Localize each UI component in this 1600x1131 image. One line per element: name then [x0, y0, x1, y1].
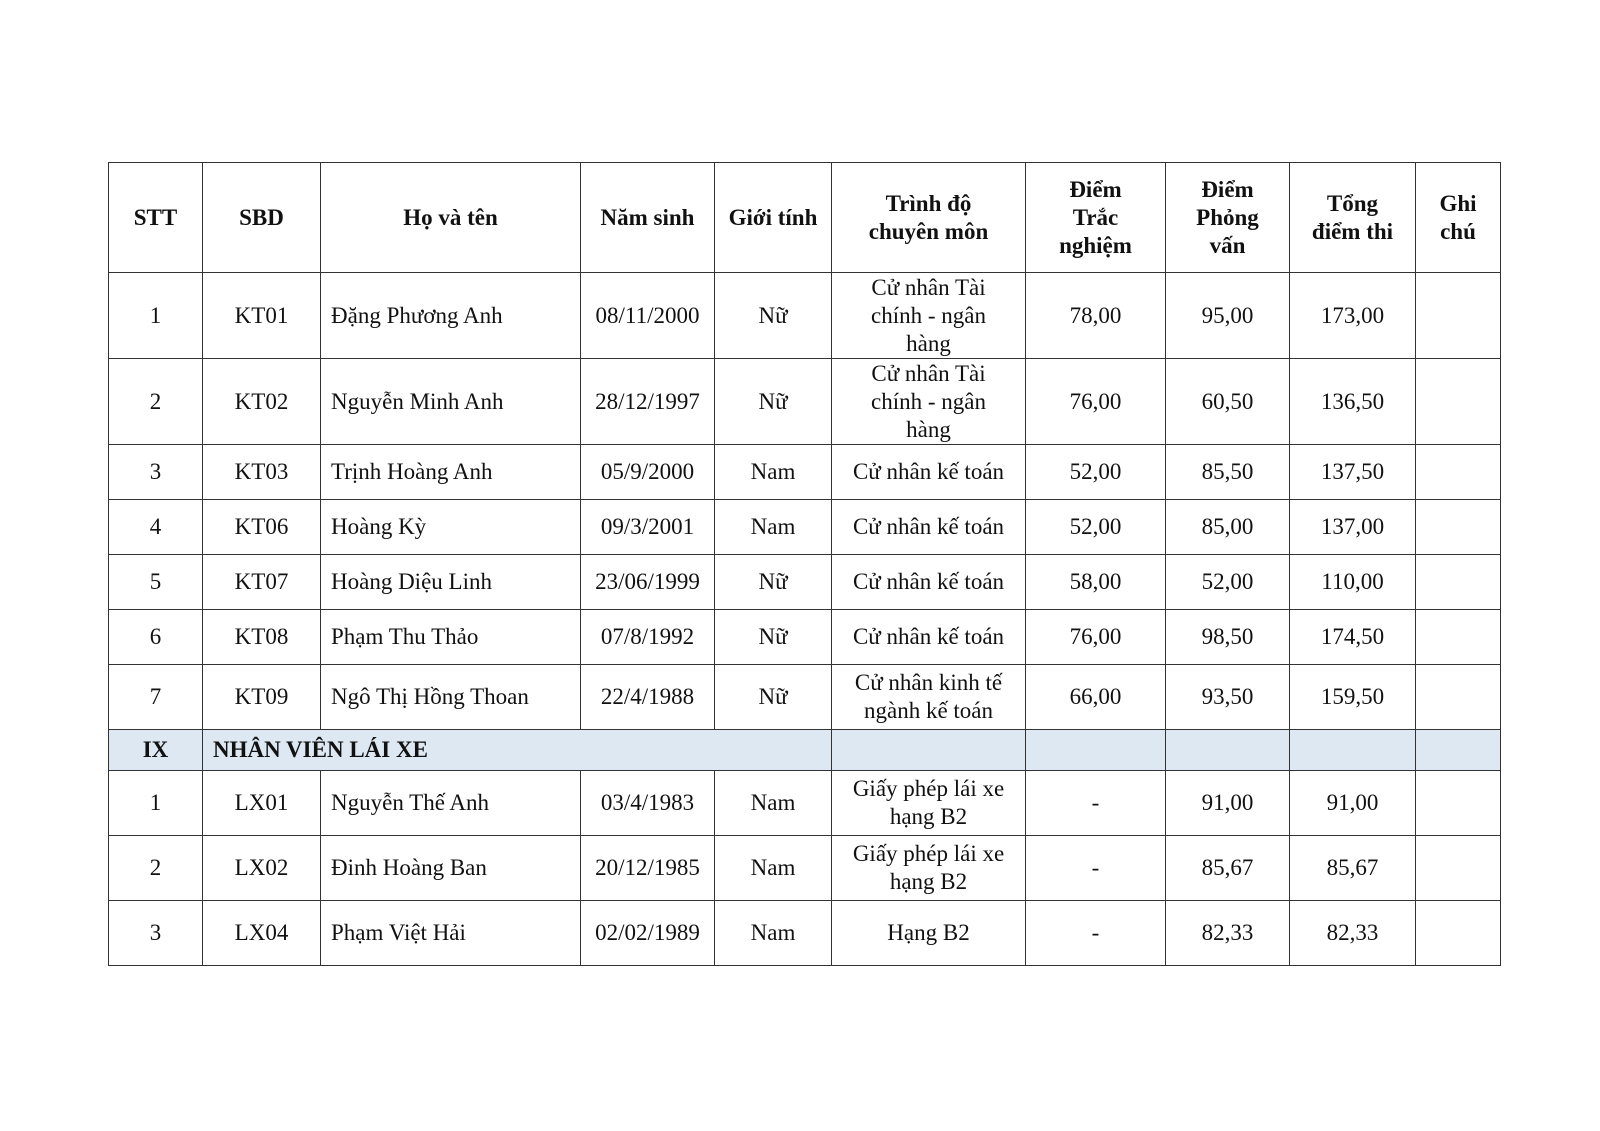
cell-stt: 5 — [109, 555, 203, 610]
cell-note — [1416, 445, 1501, 500]
header-row — [109, 163, 1501, 273]
cell-interview-score: 85,50 — [1166, 445, 1290, 500]
cell-interview-score: 98,50 — [1166, 610, 1290, 665]
table-row — [109, 901, 1501, 966]
cell-stt: 4 — [109, 500, 203, 555]
col-header-sbd: SBD — [203, 163, 321, 273]
col-header-qualification: Trình độ chuyên môn — [832, 163, 1026, 273]
cell-gender: Nam — [715, 836, 832, 901]
col-header-dob: Năm sinh — [581, 163, 715, 273]
cell-dob: 02/02/1989 — [581, 901, 715, 966]
cell-total-score: 85,67 — [1290, 836, 1416, 901]
cell-test-score: 66,00 — [1026, 665, 1166, 730]
cell-total-score: 136,50 — [1290, 359, 1416, 445]
cell-total-score: 173,00 — [1290, 273, 1416, 359]
cell-gender: Nam — [715, 500, 832, 555]
cell-gender: Nữ — [715, 555, 832, 610]
cell-test-score: 76,00 — [1026, 610, 1166, 665]
cell-dob: 05/9/2000 — [581, 445, 715, 500]
cell-stt: 2 — [109, 836, 203, 901]
cell-qualification: Cử nhân Tài chính - ngân hàng — [832, 273, 1026, 359]
cell-test-score: - — [1026, 836, 1166, 901]
table-row — [109, 273, 1501, 359]
col-header-total-score: Tổng điểm thi — [1290, 163, 1416, 273]
cell-qualification: Giấy phép lái xe hạng B2 — [832, 771, 1026, 836]
cell-qualification: Cử nhân kế toán — [832, 445, 1026, 500]
cell-dob: 03/4/1983 — [581, 771, 715, 836]
cell-stt: 6 — [109, 610, 203, 665]
cell-interview-score: 91,00 — [1166, 771, 1290, 836]
section-empty-cell — [1416, 730, 1501, 771]
cell-dob: 22/4/1988 — [581, 665, 715, 730]
cell-stt: 1 — [109, 771, 203, 836]
cell-stt: 7 — [109, 665, 203, 730]
cell-test-score: 58,00 — [1026, 555, 1166, 610]
cell-interview-score: 95,00 — [1166, 273, 1290, 359]
cell-test-score: - — [1026, 771, 1166, 836]
section-empty-cell — [1026, 730, 1166, 771]
cell-test-score: - — [1026, 901, 1166, 966]
cell-test-score: 78,00 — [1026, 273, 1166, 359]
cell-dob: 08/11/2000 — [581, 273, 715, 359]
cell-sbd: LX04 — [203, 901, 321, 966]
table-row — [109, 359, 1501, 445]
cell-note — [1416, 665, 1501, 730]
cell-name: Phạm Việt Hải — [321, 901, 581, 966]
cell-name: Ngô Thị Hồng Thoan — [321, 665, 581, 730]
cell-total-score: 137,00 — [1290, 500, 1416, 555]
cell-name: Nguyễn Thế Anh — [321, 771, 581, 836]
cell-sbd: KT07 — [203, 555, 321, 610]
cell-note — [1416, 359, 1501, 445]
cell-name: Đặng Phương Anh — [321, 273, 581, 359]
cell-stt: 3 — [109, 445, 203, 500]
cell-gender: Nam — [715, 771, 832, 836]
cell-interview-score: 85,00 — [1166, 500, 1290, 555]
cell-test-score: 76,00 — [1026, 359, 1166, 445]
cell-name: Hoàng Kỳ — [321, 500, 581, 555]
col-header-test-score: Điểm Trắc nghiệm — [1026, 163, 1166, 273]
cell-total-score: 82,33 — [1290, 901, 1416, 966]
cell-note — [1416, 901, 1501, 966]
cell-dob: 07/8/1992 — [581, 610, 715, 665]
section-number: IX — [109, 730, 203, 771]
cell-note — [1416, 771, 1501, 836]
cell-qualification: Cử nhân Tài chính - ngân hàng — [832, 359, 1026, 445]
cell-sbd: KT03 — [203, 445, 321, 500]
col-header-interview-score: Điểm Phỏng vấn — [1166, 163, 1290, 273]
col-header-stt: STT — [109, 163, 203, 273]
table-row — [109, 836, 1501, 901]
table-row — [109, 500, 1501, 555]
col-header-note: Ghi chú — [1416, 163, 1501, 273]
cell-gender: Nữ — [715, 665, 832, 730]
cell-note — [1416, 500, 1501, 555]
cell-sbd: KT08 — [203, 610, 321, 665]
cell-gender: Nam — [715, 901, 832, 966]
cell-interview-score: 52,00 — [1166, 555, 1290, 610]
cell-stt: 3 — [109, 901, 203, 966]
cell-gender: Nam — [715, 445, 832, 500]
results-table — [108, 162, 1501, 966]
col-header-gender: Giới tính — [715, 163, 832, 273]
cell-dob: 09/3/2001 — [581, 500, 715, 555]
cell-total-score: 110,00 — [1290, 555, 1416, 610]
cell-qualification: Cử nhân kế toán — [832, 610, 1026, 665]
table-row — [109, 445, 1501, 500]
cell-qualification: Cử nhân kế toán — [832, 500, 1026, 555]
cell-name: Phạm Thu Thảo — [321, 610, 581, 665]
cell-note — [1416, 836, 1501, 901]
cell-dob: 20/12/1985 — [581, 836, 715, 901]
table-row — [109, 610, 1501, 665]
cell-total-score: 137,50 — [1290, 445, 1416, 500]
cell-note — [1416, 555, 1501, 610]
table-row — [109, 665, 1501, 730]
cell-name: Đinh Hoàng Ban — [321, 836, 581, 901]
cell-stt: 1 — [109, 273, 203, 359]
cell-dob: 23/06/1999 — [581, 555, 715, 610]
cell-name: Nguyễn Minh Anh — [321, 359, 581, 445]
cell-test-score: 52,00 — [1026, 445, 1166, 500]
cell-interview-score: 82,33 — [1166, 901, 1290, 966]
cell-total-score: 174,50 — [1290, 610, 1416, 665]
section-empty-cell — [1290, 730, 1416, 771]
cell-gender: Nữ — [715, 610, 832, 665]
cell-test-score: 52,00 — [1026, 500, 1166, 555]
section-empty-cell — [832, 730, 1026, 771]
cell-sbd: LX01 — [203, 771, 321, 836]
cell-name: Hoàng Diệu Linh — [321, 555, 581, 610]
table-row — [109, 555, 1501, 610]
cell-sbd: KT02 — [203, 359, 321, 445]
cell-name: Trịnh Hoàng Anh — [321, 445, 581, 500]
section-empty-cell — [1166, 730, 1290, 771]
cell-qualification: Cử nhân kinh tế ngành kế toán — [832, 665, 1026, 730]
col-header-name: Họ và tên — [321, 163, 581, 273]
table-row — [109, 771, 1501, 836]
cell-note — [1416, 273, 1501, 359]
cell-qualification: Cử nhân kế toán — [832, 555, 1026, 610]
cell-interview-score: 93,50 — [1166, 665, 1290, 730]
cell-qualification: Hạng B2 — [832, 901, 1026, 966]
cell-total-score: 159,50 — [1290, 665, 1416, 730]
cell-sbd: KT01 — [203, 273, 321, 359]
cell-sbd: KT06 — [203, 500, 321, 555]
cell-dob: 28/12/1997 — [581, 359, 715, 445]
section-title: NHÂN VIÊN LÁI XE — [203, 730, 832, 771]
cell-gender: Nữ — [715, 273, 832, 359]
cell-total-score: 91,00 — [1290, 771, 1416, 836]
cell-stt: 2 — [109, 359, 203, 445]
cell-sbd: LX02 — [203, 836, 321, 901]
cell-gender: Nữ — [715, 359, 832, 445]
cell-sbd: KT09 — [203, 665, 321, 730]
cell-interview-score: 60,50 — [1166, 359, 1290, 445]
section-row — [109, 730, 1501, 771]
cell-interview-score: 85,67 — [1166, 836, 1290, 901]
cell-note — [1416, 610, 1501, 665]
cell-qualification: Giấy phép lái xe hạng B2 — [832, 836, 1026, 901]
